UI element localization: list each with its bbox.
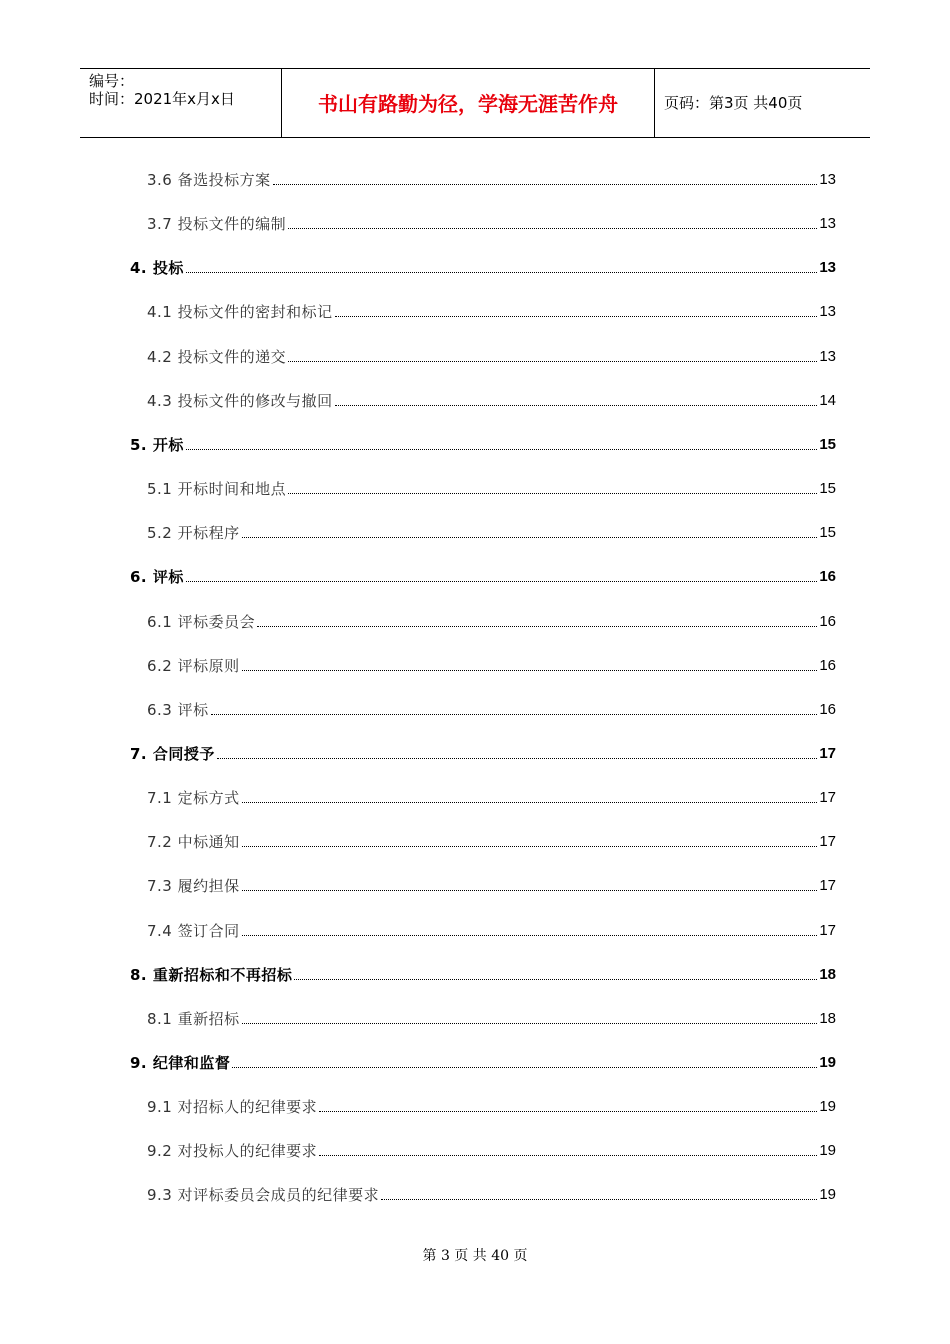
toc-dot-leader xyxy=(242,1022,818,1024)
toc-dot-leader xyxy=(288,492,817,494)
toc-entry-label: 9.3 对评标委员会成员的纪律要求 xyxy=(147,1186,380,1204)
toc-dot-leader xyxy=(319,1154,817,1156)
toc-dot-leader xyxy=(288,227,817,229)
toc-page-number: 13 xyxy=(819,259,836,276)
toc-page-number: 15 xyxy=(819,436,836,453)
toc-entry-label: 3.6 备选投标方案 xyxy=(147,171,271,189)
toc-page-number: 16 xyxy=(819,568,836,585)
toc-entry[interactable] xyxy=(147,786,836,808)
toc-entry[interactable] xyxy=(130,433,836,455)
toc-dot-leader xyxy=(242,889,818,891)
toc-entry[interactable] xyxy=(147,1095,836,1117)
toc-entry[interactable] xyxy=(147,300,836,322)
toc-dot-leader xyxy=(186,271,817,273)
toc-entry-label: 3.7 投标文件的编制 xyxy=(147,215,287,233)
toc-dot-leader xyxy=(232,1066,817,1068)
header-page-cell xyxy=(655,69,870,137)
toc-entry[interactable] xyxy=(147,1007,836,1029)
toc-page-number: 16 xyxy=(819,613,836,630)
toc-entry[interactable] xyxy=(130,565,836,587)
toc-entry-label: 9.2 对投标人的纪律要求 xyxy=(147,1142,318,1160)
header-slogan-cell xyxy=(282,69,655,137)
toc-dot-leader xyxy=(335,315,818,317)
toc-entry-label: 5.1 开标时间和地点 xyxy=(147,480,287,498)
page-header xyxy=(80,68,870,138)
toc-entry[interactable] xyxy=(147,345,836,367)
toc-entry[interactable] xyxy=(147,919,836,941)
toc-entry-label: 6.2 评标原则 xyxy=(147,657,240,675)
toc-entry-label: 9.1 对招标人的纪律要求 xyxy=(147,1098,318,1116)
toc-entry[interactable] xyxy=(147,168,836,190)
toc-page-number: 17 xyxy=(819,833,836,850)
toc-dot-leader xyxy=(273,183,818,185)
toc-entry-label: 6. 评标 xyxy=(130,568,184,586)
toc-entry-label: 9. 纪律和监督 xyxy=(130,1054,231,1072)
toc-entry[interactable] xyxy=(147,654,836,676)
toc-page-number: 19 xyxy=(819,1186,836,1203)
toc-entry[interactable] xyxy=(147,212,836,234)
header-slogan: 书山有路勤为径，学海无涯苦作舟 xyxy=(318,92,618,116)
toc-dot-leader xyxy=(211,713,818,715)
toc-entry[interactable] xyxy=(147,830,836,852)
toc-entry-label: 4.3 投标文件的修改与撤回 xyxy=(147,392,333,410)
toc-dot-leader xyxy=(257,625,817,627)
toc-entry-label: 8. 重新招标和不再招标 xyxy=(130,966,293,984)
toc-dot-leader xyxy=(242,845,818,847)
toc-page-number: 13 xyxy=(819,171,836,188)
toc-entry-label: 7.4 签订合同 xyxy=(147,922,240,940)
toc-dot-leader xyxy=(242,669,818,671)
toc-entry[interactable] xyxy=(147,874,836,896)
toc-entry-label: 4. 投标 xyxy=(130,259,184,277)
toc-entry-label: 6.1 评标委员会 xyxy=(147,613,256,631)
toc-entry-label: 7.2 中标通知 xyxy=(147,833,240,851)
toc-page-number: 17 xyxy=(819,789,836,806)
toc-dot-leader xyxy=(242,934,818,936)
document-number-label: 编号： xyxy=(89,72,135,90)
toc-entry-label: 4.1 投标文件的密封和标记 xyxy=(147,303,333,321)
toc-page-number: 19 xyxy=(819,1142,836,1159)
toc-page-number: 15 xyxy=(819,524,836,541)
toc-page-number: 16 xyxy=(819,657,836,674)
toc-page-number: 18 xyxy=(819,1010,836,1027)
toc-page-number: 14 xyxy=(819,392,836,409)
toc-entry-label: 4.2 投标文件的递交 xyxy=(147,348,287,366)
toc-entry[interactable] xyxy=(130,1051,836,1073)
header-info-cell xyxy=(80,69,282,137)
header-page-info: 页码：第3页 共40页 xyxy=(664,94,803,112)
toc-dot-leader xyxy=(242,801,818,803)
toc-entry-label: 6.3 评标 xyxy=(147,701,209,719)
toc-dot-leader xyxy=(381,1198,817,1200)
toc-dot-leader xyxy=(242,536,818,538)
toc-page-number: 15 xyxy=(819,480,836,497)
toc-page-number: 16 xyxy=(819,701,836,718)
document-time-label: 时间：2021年x月x日 xyxy=(89,90,235,108)
toc-entry[interactable] xyxy=(130,256,836,278)
toc-page-number: 17 xyxy=(819,922,836,939)
toc-dot-leader xyxy=(294,978,817,980)
toc-entry[interactable] xyxy=(130,742,836,764)
toc-entry[interactable] xyxy=(147,1183,836,1205)
toc-entry[interactable] xyxy=(147,389,836,411)
toc-page-number: 19 xyxy=(819,1054,836,1071)
toc-entry[interactable] xyxy=(147,698,836,720)
toc-entry-label: 7.3 履约担保 xyxy=(147,877,240,895)
toc-entry-label: 7. 合同授予 xyxy=(130,745,215,763)
toc-entry-label: 7.1 定标方式 xyxy=(147,789,240,807)
toc-entry[interactable] xyxy=(147,521,836,543)
toc-entry[interactable] xyxy=(147,610,836,632)
toc-entry[interactable] xyxy=(147,477,836,499)
toc-page-number: 13 xyxy=(819,215,836,232)
toc-entry-label: 5. 开标 xyxy=(130,436,184,454)
toc-dot-leader xyxy=(186,580,817,582)
toc-dot-leader xyxy=(335,404,818,406)
toc-page-number: 17 xyxy=(819,877,836,894)
toc-page-number: 13 xyxy=(819,348,836,365)
toc-dot-leader xyxy=(288,360,817,362)
toc-page-number: 18 xyxy=(819,966,836,983)
toc-entry[interactable] xyxy=(130,963,836,985)
toc-dot-leader xyxy=(217,757,817,759)
toc-dot-leader xyxy=(319,1110,817,1112)
toc-page-number: 17 xyxy=(819,745,836,762)
page-footer: 第 3 页 共 40 页 xyxy=(422,1248,528,1264)
toc-entry-label: 8.1 重新招标 xyxy=(147,1010,240,1028)
toc-dot-leader xyxy=(186,448,817,450)
toc-entry[interactable] xyxy=(147,1139,836,1161)
toc-entry-label: 5.2 开标程序 xyxy=(147,524,240,542)
toc-page-number: 13 xyxy=(819,303,836,320)
toc-page-number: 19 xyxy=(819,1098,836,1115)
